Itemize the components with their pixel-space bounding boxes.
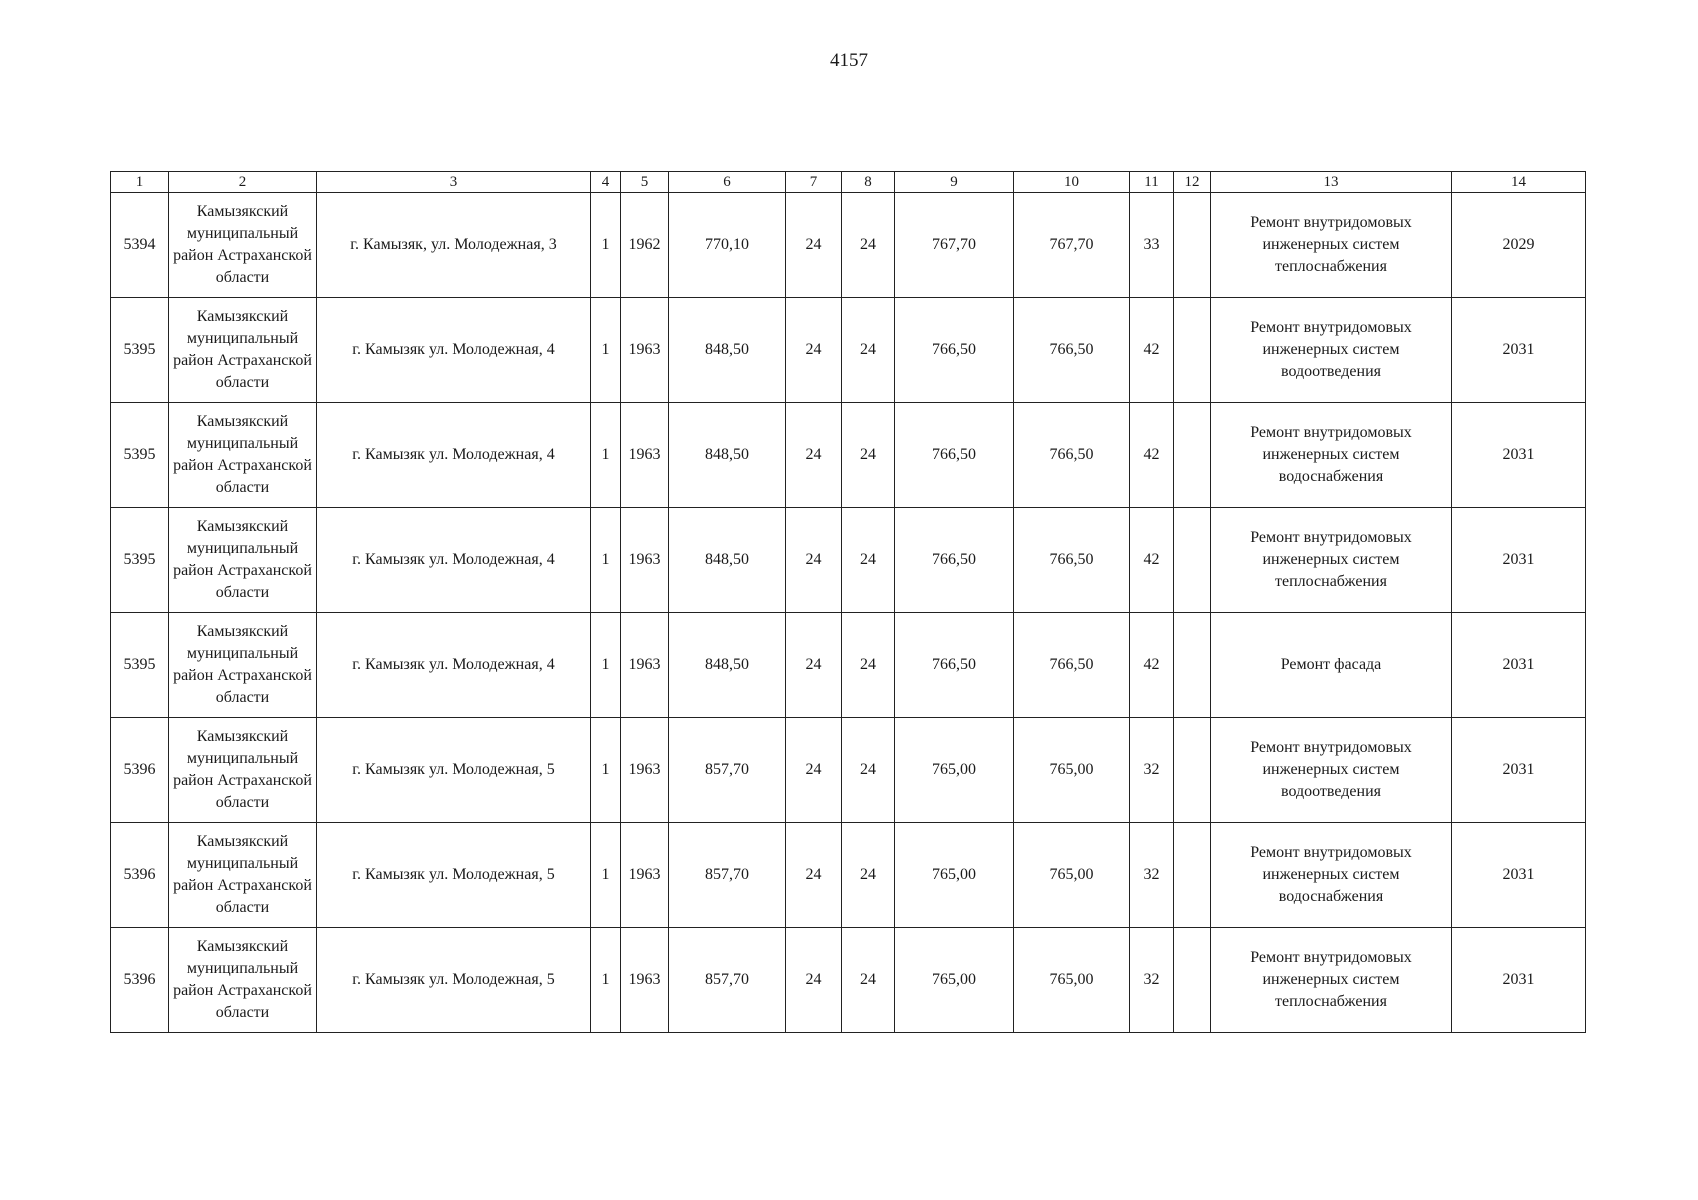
cell-col4: 1	[591, 298, 621, 403]
year-cell: 1963	[621, 823, 669, 928]
cell-col6: 770,10	[669, 193, 786, 298]
table-row	[111, 823, 1586, 928]
cell-col8: 24	[842, 823, 895, 928]
row-number: 5396	[111, 928, 169, 1033]
cell-col8: 24	[842, 193, 895, 298]
column-header: 1	[111, 172, 169, 193]
cell-col8: 24	[842, 298, 895, 403]
cell-col8: 24	[842, 403, 895, 508]
page-number: 4157	[830, 50, 868, 71]
address-cell: г. Камызяк ул. Молодежная, 4	[317, 508, 591, 613]
cell-col6: 857,70	[669, 823, 786, 928]
table-row	[111, 613, 1586, 718]
cell-col6: 857,70	[669, 928, 786, 1033]
address-cell: г. Камызяк ул. Молодежная, 4	[317, 613, 591, 718]
cell-col9: 766,50	[895, 403, 1014, 508]
cell-col10: 767,70	[1014, 193, 1130, 298]
cell-col10: 766,50	[1014, 508, 1130, 613]
municipality-cell: Камызякский муниципальный район Астраханской области	[169, 928, 317, 1033]
municipality-cell: Камызякский муниципальный район Астраханской области	[169, 613, 317, 718]
column-header: 3	[317, 172, 591, 193]
plan-year-cell: 2031	[1452, 298, 1586, 403]
cell-col6: 848,50	[669, 298, 786, 403]
municipality-cell: Камызякский муниципальный район Астраханской области	[169, 193, 317, 298]
cell-col7: 24	[786, 508, 842, 613]
municipality-cell: Камызякский муниципальный район Астраханской области	[169, 508, 317, 613]
cell-col4: 1	[591, 718, 621, 823]
cell-col10: 766,50	[1014, 613, 1130, 718]
cell-col11: 42	[1130, 403, 1174, 508]
address-cell: г. Камызяк ул. Молодежная, 4	[317, 298, 591, 403]
row-number: 5395	[111, 613, 169, 718]
column-header: 6	[669, 172, 786, 193]
cell-col6: 848,50	[669, 403, 786, 508]
cell-col12	[1174, 613, 1211, 718]
cell-col10: 765,00	[1014, 823, 1130, 928]
cell-col10: 765,00	[1014, 718, 1130, 823]
column-header: 2	[169, 172, 317, 193]
column-header: 8	[842, 172, 895, 193]
row-number: 5395	[111, 298, 169, 403]
row-number: 5395	[111, 403, 169, 508]
year-cell: 1963	[621, 718, 669, 823]
cell-col11: 32	[1130, 718, 1174, 823]
cell-col9: 766,50	[895, 298, 1014, 403]
cell-col8: 24	[842, 718, 895, 823]
work-type-cell: Ремонт внутридомовых инженерных систем водоснабжения	[1211, 823, 1452, 928]
column-header: 5	[621, 172, 669, 193]
cell-col12	[1174, 718, 1211, 823]
column-header: 4	[591, 172, 621, 193]
cell-col11: 42	[1130, 508, 1174, 613]
cell-col11: 42	[1130, 298, 1174, 403]
municipality-cell: Камызякский муниципальный район Астраханской области	[169, 718, 317, 823]
work-type-cell: Ремонт внутридомовых инженерных систем водоотведения	[1211, 718, 1452, 823]
cell-col4: 1	[591, 613, 621, 718]
cell-col4: 1	[591, 928, 621, 1033]
row-number: 5396	[111, 718, 169, 823]
municipality-cell: Камызякский муниципальный район Астраханской области	[169, 403, 317, 508]
address-cell: г. Камызяк, ул. Молодежная, 3	[317, 193, 591, 298]
year-cell: 1963	[621, 928, 669, 1033]
work-type-cell: Ремонт внутридомовых инженерных систем теплоснабжения	[1211, 193, 1452, 298]
cell-col10: 766,50	[1014, 298, 1130, 403]
municipality-cell: Камызякский муниципальный район Астраханской области	[169, 823, 317, 928]
cell-col7: 24	[786, 823, 842, 928]
row-number: 5396	[111, 823, 169, 928]
cell-col12	[1174, 403, 1211, 508]
cell-col8: 24	[842, 928, 895, 1033]
repair-schedule-table	[110, 171, 1586, 1033]
table-row	[111, 403, 1586, 508]
cell-col11: 32	[1130, 928, 1174, 1033]
plan-year-cell: 2031	[1452, 508, 1586, 613]
column-header: 10	[1014, 172, 1130, 193]
year-cell: 1963	[621, 613, 669, 718]
cell-col6: 857,70	[669, 718, 786, 823]
cell-col6: 848,50	[669, 508, 786, 613]
cell-col7: 24	[786, 298, 842, 403]
cell-col12	[1174, 508, 1211, 613]
table-body	[111, 193, 1586, 1033]
cell-col9: 766,50	[895, 508, 1014, 613]
cell-col7: 24	[786, 403, 842, 508]
cell-col6: 848,50	[669, 613, 786, 718]
table-row	[111, 508, 1586, 613]
table-row	[111, 718, 1586, 823]
cell-col7: 24	[786, 193, 842, 298]
column-header: 11	[1130, 172, 1174, 193]
address-cell: г. Камызяк ул. Молодежная, 5	[317, 718, 591, 823]
table-row	[111, 193, 1586, 298]
plan-year-cell: 2031	[1452, 823, 1586, 928]
column-header: 14	[1452, 172, 1586, 193]
column-header: 7	[786, 172, 842, 193]
plan-year-cell: 2031	[1452, 613, 1586, 718]
cell-col8: 24	[842, 613, 895, 718]
cell-col7: 24	[786, 613, 842, 718]
municipality-cell: Камызякский муниципальный район Астраханской области	[169, 298, 317, 403]
work-type-cell: Ремонт внутридомовых инженерных систем теплоснабжения	[1211, 928, 1452, 1033]
cell-col9: 765,00	[895, 718, 1014, 823]
cell-col11: 32	[1130, 823, 1174, 928]
address-cell: г. Камызяк ул. Молодежная, 4	[317, 403, 591, 508]
column-number-row	[111, 172, 1586, 193]
year-cell: 1963	[621, 298, 669, 403]
year-cell: 1962	[621, 193, 669, 298]
column-header: 12	[1174, 172, 1211, 193]
work-type-cell: Ремонт внутридомовых инженерных систем теплоснабжения	[1211, 508, 1452, 613]
cell-col9: 767,70	[895, 193, 1014, 298]
year-cell: 1963	[621, 508, 669, 613]
row-number: 5395	[111, 508, 169, 613]
cell-col8: 24	[842, 508, 895, 613]
table-row	[111, 298, 1586, 403]
cell-col7: 24	[786, 718, 842, 823]
cell-col11: 33	[1130, 193, 1174, 298]
plan-year-cell: 2031	[1452, 928, 1586, 1033]
cell-col12	[1174, 823, 1211, 928]
cell-col12	[1174, 298, 1211, 403]
cell-col12	[1174, 193, 1211, 298]
table-row	[111, 928, 1586, 1033]
plan-year-cell: 2029	[1452, 193, 1586, 298]
cell-col10: 765,00	[1014, 928, 1130, 1033]
work-type-cell: Ремонт внутридомовых инженерных систем водоотведения	[1211, 298, 1452, 403]
plan-year-cell: 2031	[1452, 718, 1586, 823]
year-cell: 1963	[621, 403, 669, 508]
row-number: 5394	[111, 193, 169, 298]
work-type-cell: Ремонт внутридомовых инженерных систем водоснабжения	[1211, 403, 1452, 508]
cell-col9: 765,00	[895, 928, 1014, 1033]
cell-col9: 765,00	[895, 823, 1014, 928]
cell-col12	[1174, 928, 1211, 1033]
cell-col9: 766,50	[895, 613, 1014, 718]
address-cell: г. Камызяк ул. Молодежная, 5	[317, 823, 591, 928]
plan-year-cell: 2031	[1452, 403, 1586, 508]
cell-col7: 24	[786, 928, 842, 1033]
cell-col11: 42	[1130, 613, 1174, 718]
column-header: 9	[895, 172, 1014, 193]
column-header: 13	[1211, 172, 1452, 193]
cell-col10: 766,50	[1014, 403, 1130, 508]
work-type-cell: Ремонт фасада	[1211, 613, 1452, 718]
cell-col4: 1	[591, 403, 621, 508]
address-cell: г. Камызяк ул. Молодежная, 5	[317, 928, 591, 1033]
cell-col4: 1	[591, 193, 621, 298]
cell-col4: 1	[591, 508, 621, 613]
cell-col4: 1	[591, 823, 621, 928]
